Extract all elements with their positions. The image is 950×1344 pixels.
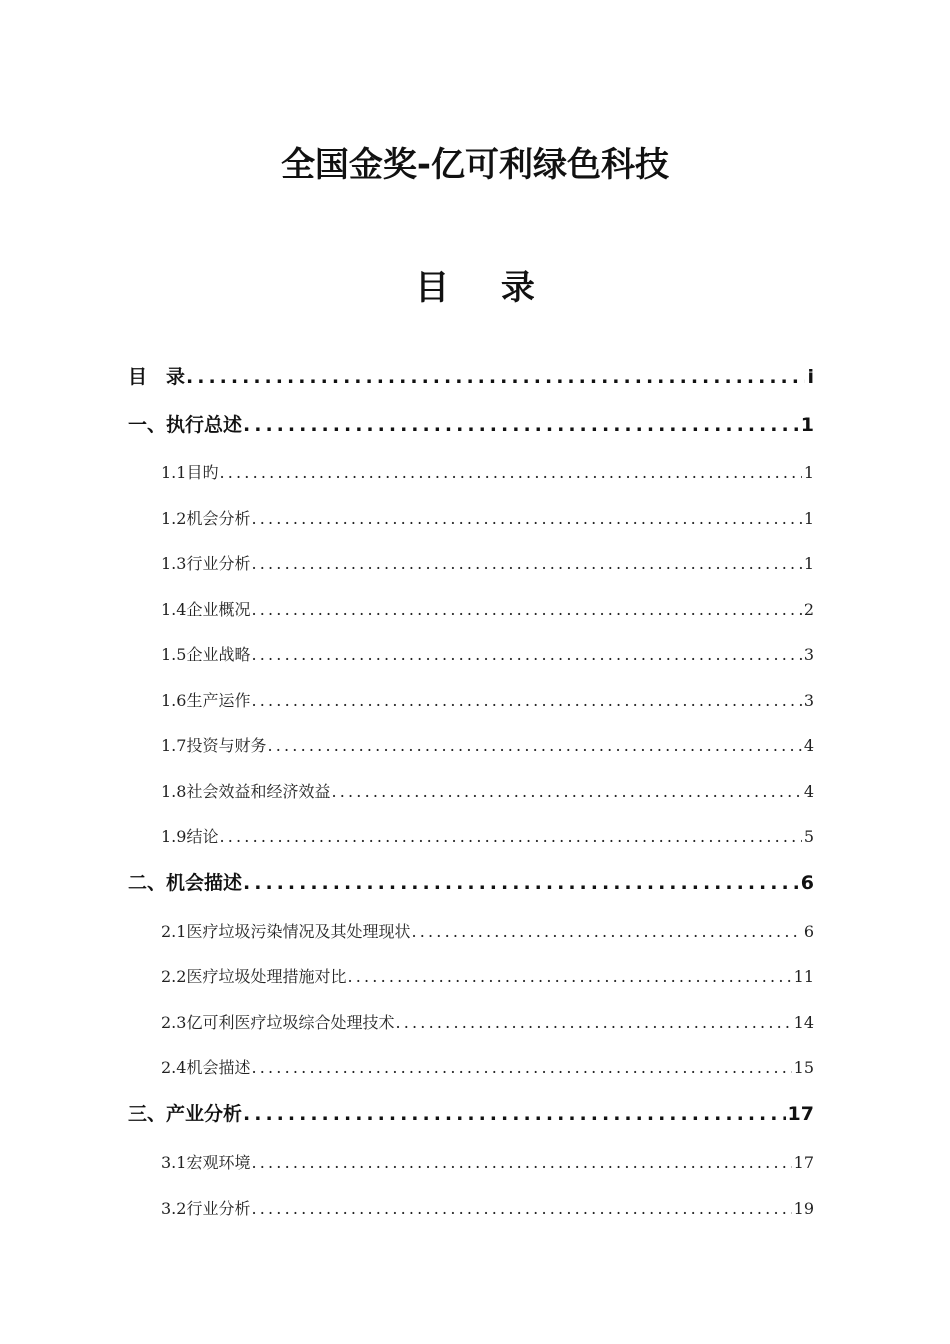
toc-section-entry[interactable] [161, 917, 814, 947]
toc-section-entry[interactable] [161, 1194, 814, 1224]
toc-section-entry[interactable] [161, 777, 814, 807]
toc-chapter-entry[interactable] [128, 1099, 814, 1129]
toc-page-number: 14 [793, 1013, 814, 1032]
toc-dot-leader [410, 917, 801, 947]
toc-page-number: 11 [793, 967, 814, 986]
toc-section-entry[interactable] [161, 504, 814, 534]
toc-section-entry[interactable] [161, 549, 814, 579]
toc-entry-label: 1.9结论 [161, 827, 219, 846]
toc-entry-label: 1.2机会分析 [161, 509, 251, 528]
toc-entry-label: 一、执行总述 [128, 414, 243, 436]
toc-page-number: 3 [803, 691, 814, 710]
toc-dot-leader [185, 362, 805, 392]
toc-dot-leader [242, 1099, 786, 1129]
toc-dot-leader [242, 410, 799, 440]
toc-entry-label: 2.4机会描述 [161, 1058, 251, 1077]
document-title: 全国金奖-亿可利绿色科技 [280, 145, 670, 185]
toc-entry-label: 三、产业分析 [128, 1103, 243, 1125]
toc-dot-leader [250, 1194, 791, 1224]
toc-page-number: 5 [803, 827, 814, 846]
toc-entry-label: 1.5企业战略 [161, 645, 251, 664]
toc-dot-leader [218, 458, 801, 488]
toc-entry-label: 1.8社会效益和经济效益 [161, 782, 331, 801]
toc-page-number: 2 [803, 600, 814, 619]
toc-entry-label: 1.6生产运作 [161, 691, 251, 710]
toc-section-entry[interactable] [161, 595, 814, 625]
toc-entry-label: 1.1目旳 [161, 463, 219, 482]
toc-section-entry[interactable] [161, 822, 814, 852]
toc-page-number: 1 [803, 509, 814, 528]
toc-dot-leader [250, 549, 801, 579]
toc-entry-label: 1.7投资与财务 [161, 736, 267, 755]
toc-dot-leader [250, 504, 801, 534]
toc-page-number: 3 [803, 645, 814, 664]
toc-section-entry[interactable] [161, 962, 814, 992]
toc-dot-leader [218, 822, 801, 852]
toc-entry-label: 1.3行业分析 [161, 554, 251, 573]
toc-page-number: 17 [787, 1103, 814, 1125]
toc-section-entry[interactable] [161, 1053, 814, 1083]
toc-page-number: 4 [803, 782, 814, 801]
toc-chapter-entry[interactable] [128, 362, 814, 392]
toc-dot-leader [266, 731, 801, 761]
toc-dot-leader [250, 686, 801, 716]
toc-section-entry[interactable] [161, 1148, 814, 1178]
toc-dot-leader [394, 1008, 791, 1038]
toc-dot-leader [250, 595, 801, 625]
toc-entry-label: 二、机会描述 [128, 872, 243, 894]
toc-section-entry[interactable] [161, 640, 814, 670]
toc-page-number: 17 [793, 1153, 814, 1172]
toc-dot-leader [250, 1148, 791, 1178]
toc-dot-leader [250, 640, 801, 670]
toc-entry-label: 3.1宏观环境 [161, 1153, 251, 1172]
toc-dot-leader [346, 962, 791, 992]
toc-entry-label: 3.2行业分析 [161, 1199, 251, 1218]
toc-entry-label: 目 录 [128, 366, 186, 388]
toc-section-entry[interactable] [161, 1008, 814, 1038]
toc-section-entry[interactable] [161, 686, 814, 716]
toc-dot-leader [330, 777, 801, 807]
toc-page-number: 1 [803, 463, 814, 482]
toc-page-number: 15 [793, 1058, 814, 1077]
toc-page-number: 1 [803, 554, 814, 573]
toc-page-number: 19 [793, 1199, 814, 1218]
toc-page-number: i [807, 366, 814, 388]
toc-chapter-entry[interactable] [128, 868, 814, 898]
toc-chapter-entry[interactable] [128, 410, 814, 440]
toc-entry-label: 2.1医疗垃圾污染情况及其处理现状 [161, 922, 411, 941]
toc-page-number: 6 [803, 922, 814, 941]
toc-page-number: 4 [803, 736, 814, 755]
toc-entry-label: 2.3亿可利医疗垃圾综合处理技术 [161, 1013, 395, 1032]
toc-section-entry[interactable] [161, 731, 814, 761]
toc-page-number: 1 [800, 414, 814, 436]
toc-page-number: 6 [800, 872, 814, 894]
toc-dot-leader [250, 1053, 791, 1083]
toc-entry-label: 2.2医疗垃圾处理措施对比 [161, 967, 347, 986]
toc-dot-leader [242, 868, 799, 898]
toc-entry-label: 1.4企业概况 [161, 600, 251, 619]
toc-heading: 目 录 [415, 268, 555, 308]
toc-section-entry[interactable] [161, 458, 814, 488]
